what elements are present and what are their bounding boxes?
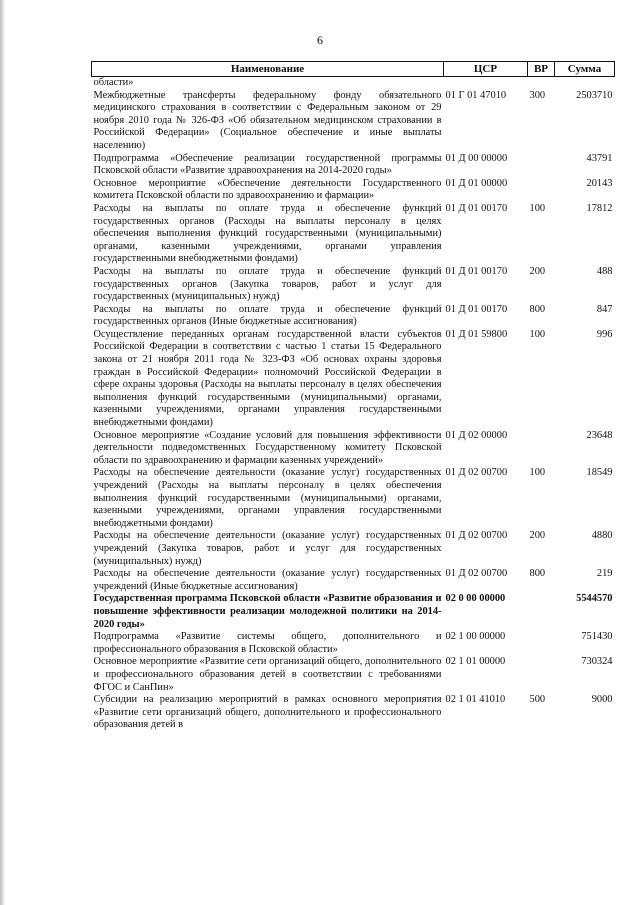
row-csr-cell: 01 Д 01 00170	[445, 303, 508, 315]
header-sum: Сумма	[555, 62, 615, 77]
scan-edge-shadow	[0, 0, 5, 905]
row-vr-cell	[528, 631, 555, 656]
row-vr-cell: 200	[529, 530, 546, 542]
header-vr: ВР	[528, 62, 555, 77]
table-row	[92, 430, 615, 468]
row-sum-cell: 20143	[586, 177, 613, 189]
row-csr-cell: 01 Д 02 00700	[445, 530, 508, 542]
row-sum-cell: 219	[596, 568, 613, 580]
header-name: Наименование	[92, 62, 444, 77]
table-body	[92, 77, 615, 732]
table-row	[92, 656, 615, 694]
table-row	[92, 266, 615, 304]
table-row	[92, 467, 615, 530]
table-row	[92, 593, 615, 631]
row-vr-cell	[528, 153, 555, 178]
row-name-cell: Расходы на выплаты по оплате труда и обеспечение функций государственных органов (Расходы на выплаты персоналу в целях обеспечения выполнения функций государственными (муниципальными) органами, казенными учреждениями, органами управления государственными внебюджетными фондами)	[93, 202, 442, 265]
row-name-cell: Расходы на обеспечение деятельности (оказание услуг) государственных учреждений (Закупка товаров, работ и услуг для государственных (муниципальных) нужд)	[93, 530, 442, 567]
row-sum-cell: 4880	[591, 530, 613, 542]
row-name-cell: Межбюджетные трансферты федеральному фонду обязательного медицинского страхования в соответствии с Федеральным законом от 29 ноября 2010 года № 326-ФЗ «Об обязательном медицинском страховании в Российской Федерации» (Социальное обеспечение и иные выплаты населению)	[93, 89, 442, 151]
row-name-cell: области»	[93, 77, 134, 88]
row-csr-cell: 02 1 01 00000	[445, 656, 506, 668]
table-row	[92, 153, 615, 178]
row-vr-cell: 100	[529, 202, 546, 214]
row-name-cell: Подпрограмма «Развитие системы общего, дополнительного и профессионального образования в Псковской области»	[93, 631, 442, 655]
row-csr-cell: 02 1 01 41010	[445, 694, 506, 706]
row-vr-cell	[528, 178, 555, 203]
row-vr-cell: 100	[529, 467, 546, 479]
table-header-row	[92, 62, 615, 77]
row-vr-cell: 800	[529, 568, 546, 580]
header-csr: ЦСР	[444, 62, 528, 77]
table-row	[92, 304, 615, 329]
row-csr-cell: 01 Д 01 59800	[445, 328, 508, 340]
row-sum-cell: 751430	[581, 631, 613, 643]
row-vr-cell	[528, 656, 555, 694]
table-row	[92, 568, 615, 593]
row-vr-cell: 100	[529, 328, 546, 340]
row-name-cell: Расходы на обеспечение деятельности (оказание услуг) государственных учреждений (Иные бюджетные ассигнования)	[93, 568, 442, 592]
row-csr-cell: 02 0 00 00000	[445, 593, 506, 605]
table-row	[92, 178, 615, 203]
row-name-cell: Основное мероприятие «Создание условий для повышения эффективности деятельности подведомственных Государственному комитету Псковской области по здравоохранению и фармации казенных учреждений»	[93, 429, 442, 466]
row-sum-cell: 18549	[586, 467, 613, 479]
row-name-cell: Расходы на обеспечение деятельности (оказание услуг) государственных учреждений (Расходы на выплаты персоналу в целях обеспечения выполнения функций государственными (муниципальными) органами, казенными учреждениями, органами управления государственными внебюджетными фондами)	[93, 467, 442, 529]
budget-table	[91, 61, 615, 732]
row-csr-cell	[444, 77, 528, 90]
row-name-cell: Подпрограмма «Обеспечение реализации государственной программы Псковской области «Развитие здравоохранения на 2014-2020 годы»	[93, 152, 442, 177]
table-row	[92, 694, 615, 732]
row-sum-cell: 996	[596, 328, 613, 340]
row-vr-cell: 800	[529, 303, 546, 315]
row-vr-cell: 200	[529, 265, 546, 277]
row-vr-cell	[528, 593, 555, 631]
row-name-cell: Основное мероприятие «Развитие сети организаций общего, дополнительного и профессионального образования детей в соответствии с требованиями ФГОС и СанПин»	[93, 656, 442, 693]
row-name-cell: Осуществление переданных органам государственной власти субъектов Российской Федерации в соответствии с частью 1 статьи 15 Федерального закона от 21 ноября 2011 года № 323-ФЗ «Об основах охраны здоровья граждан в Российской Федерации» полномочий Российской Федерации в сфере охраны здоровья (Расходы на выплаты персоналу в целях обеспечения выполнения функций государственными (муниципальными) органами, казенными учреждениями, органами управления государственными внебюджетными фондами)	[93, 328, 442, 429]
row-sum-cell: 2503710	[576, 89, 613, 101]
row-csr-cell: 02 1 00 00000	[445, 631, 506, 643]
table-row	[92, 530, 615, 568]
row-sum-cell: 488	[596, 265, 613, 277]
page-number: 6	[317, 33, 323, 47]
row-csr-cell: 01 Д 02 00000	[445, 429, 508, 441]
table-row	[92, 77, 615, 90]
row-sum-cell: 43791	[586, 152, 613, 164]
row-name-cell: Расходы на выплаты по оплате труда и обеспечение функций государственных органов (Иные бюджетные ассигнования)	[93, 303, 442, 328]
row-name-cell: Расходы на выплаты по оплате труда и обеспечение функций государственных органов (Закупка товаров, работ и услуг для государственных (муниципальных) нужд)	[93, 265, 442, 303]
table-row	[92, 90, 615, 153]
row-name-cell: Субсидии на реализацию мероприятий в рамках основного мероприятия «Развитие сети организаций общего, дополнительного и профессионального образования детей в	[93, 694, 442, 731]
row-csr-cell: 01 Д 01 00170	[445, 265, 508, 277]
row-sum-cell: 9000	[591, 694, 613, 706]
table-row	[92, 631, 615, 656]
row-sum-cell: 17812	[586, 202, 613, 214]
row-sum-cell: 730324	[581, 656, 613, 668]
row-vr-cell: 300	[529, 89, 546, 101]
row-sum-cell: 847	[596, 303, 613, 315]
row-name-cell: Государственная программа Псковской области «Развитие образования и повышение эффективности реализации молодежной политики на 2014-2020 годы»	[93, 593, 442, 630]
row-vr-cell: 500	[529, 694, 546, 706]
row-csr-cell: 01 Д 01 00170	[445, 202, 508, 214]
row-csr-cell: 01 Г 01 47010	[445, 89, 507, 101]
row-sum-cell	[555, 77, 615, 90]
row-sum-cell: 5544570	[576, 593, 613, 605]
row-vr-cell	[528, 430, 555, 468]
row-name-cell: Основное мероприятие «Обеспечение деятельности Государственного комитета Псковской области по здравоохранению и фармации»	[93, 177, 442, 202]
row-csr-cell: 01 Д 01 00000	[445, 177, 508, 189]
row-csr-cell: 01 Д 00 00000	[445, 152, 508, 164]
table-row	[92, 203, 615, 266]
row-csr-cell: 01 Д 02 00700	[445, 467, 508, 479]
row-csr-cell: 01 Д 02 00700	[445, 568, 508, 580]
row-vr-cell	[528, 77, 555, 90]
row-sum-cell: 23648	[586, 429, 613, 441]
table-row	[92, 329, 615, 430]
